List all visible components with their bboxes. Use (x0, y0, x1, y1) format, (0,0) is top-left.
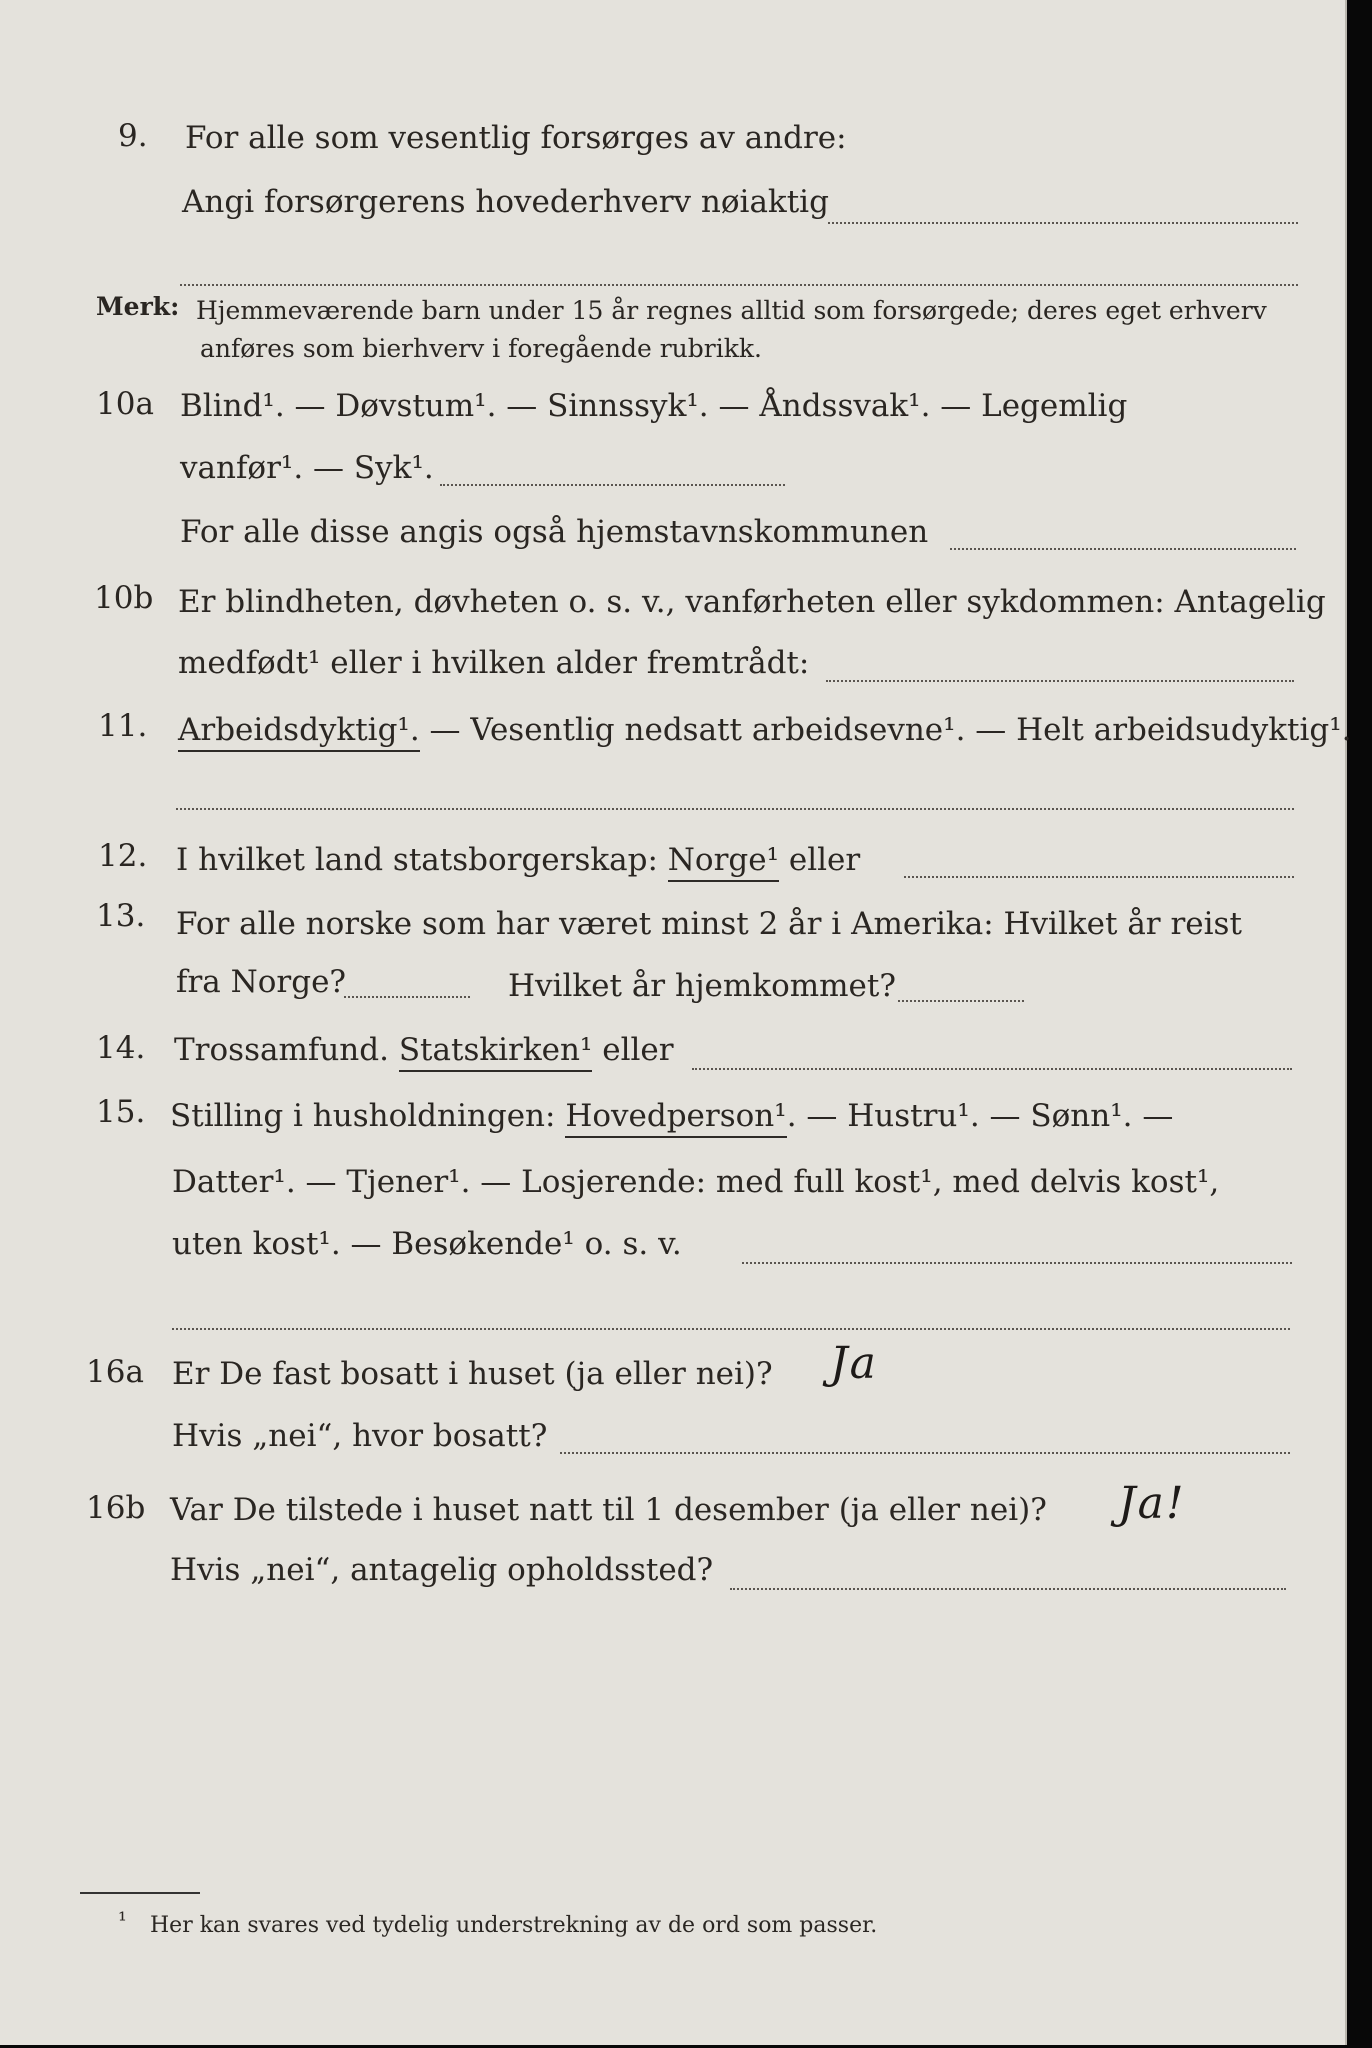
q16a-line1: Er De fast bosatt i huset (ja eller nei)? (172, 1356, 773, 1392)
q13-number: 13. (96, 898, 146, 934)
q12-answer-field[interactable] (904, 876, 1294, 878)
q16b-number: 16b (86, 1490, 146, 1526)
q16b-line2: Hvis „nei“, antagelig opholdssted? (170, 1552, 714, 1588)
q9-answer-field[interactable] (828, 222, 1298, 224)
q11-number: 11. (98, 708, 148, 744)
q16a-number: 16a (86, 1354, 144, 1390)
q11-answer-field[interactable] (176, 808, 1294, 810)
q11-rest: — Vesentlig nedsatt arbeidsevne¹. — Helt arbeidsudyktig¹. (419, 712, 1352, 748)
q9-number: 9. (118, 118, 148, 154)
q14-option-statskirken-underlined[interactable]: Statskirken¹ (399, 1032, 593, 1072)
q15-post: . — Hustru¹. — Sønn¹. — (786, 1098, 1174, 1134)
q13-line2b: Hvilket år hjemkommet? (508, 968, 896, 1004)
q14-post: eller (592, 1032, 674, 1068)
q13-reist-field[interactable] (344, 996, 470, 998)
q13-hjemkommet-field[interactable] (898, 1000, 1024, 1002)
q15-answer-field-2[interactable] (172, 1328, 1290, 1330)
footnote-mark: ¹ (118, 1909, 127, 1934)
q16a-line2: Hvis „nei“, hvor bosatt? (172, 1418, 548, 1454)
q15-line3: uten kost¹. — Besøkende¹ o. s. v. (172, 1226, 682, 1262)
q15-answer-field[interactable] (742, 1262, 1292, 1264)
q11-option-arbeidsdyktig-underlined[interactable]: Arbeidsdyktig¹. (178, 712, 420, 752)
q12-pre: I hvilket land statsborgerskap: (176, 842, 668, 878)
q14-answer-field[interactable] (692, 1068, 1292, 1070)
q15-line2: Datter¹. — Tjener¹. — Losjerende: med full kost¹, med delvis kost¹, (172, 1164, 1220, 1200)
q10b-line1: Er blindheten, døvheten o. s. v., vanførheten eller sykdommen: Antagelig (178, 584, 1326, 620)
q13-line1: For alle norske som har været minst 2 år i Amerika: Hvilket år reist (176, 906, 1242, 942)
q12-post: eller (779, 842, 861, 878)
q10b-number: 10b (94, 580, 154, 616)
merk-line2: anføres som bierhverv i foregående rubrikk. (200, 334, 762, 363)
q15-option-hovedperson-underlined[interactable]: Hovedperson¹ (565, 1098, 786, 1138)
q10a-line2: vanfør¹. — Syk¹. (180, 450, 434, 486)
q11-line (178, 712, 1352, 748)
q15-line1 (170, 1098, 1173, 1134)
q15-number: 15. (96, 1094, 146, 1130)
q12-number: 12. (98, 838, 148, 874)
q10a-hjemstavn-field[interactable] (950, 548, 1296, 550)
footnote-rule (80, 1892, 200, 1894)
q16b-opholdssted-field[interactable] (730, 1588, 1286, 1590)
q10a-line3: For alle disse angis også hjemstavnskommunen (180, 514, 929, 550)
q14-pre: Trossamfund. (174, 1032, 399, 1068)
q10b-line2: medfødt¹ eller i hvilken alder fremtrådt: (178, 645, 810, 681)
q9-line1: For alle som vesentlig forsørges av andre: (185, 120, 847, 156)
merk-line1: Hjemmeværende barn under 15 år regnes alltid som forsørgede; deres eget erhverv (196, 296, 1267, 325)
q12-option-norge-underlined[interactable]: Norge¹ (668, 842, 779, 882)
q14-number: 14. (96, 1030, 146, 1066)
q12-line (176, 842, 860, 878)
q9-line2: Angi forsørgerens hovederhverv nøiaktig (182, 184, 829, 220)
q16a-handwritten-answer[interactable]: Ja (830, 1338, 878, 1389)
q14-line (174, 1032, 674, 1068)
q10a-syk-field[interactable] (440, 484, 785, 486)
footnote-text: Her kan svares ved tydelig understrekning av de ord som passer. (150, 1913, 878, 1938)
q16b-line1: Var De tilstede i huset natt til 1 desember (ja eller nei)? (170, 1492, 1047, 1528)
q10a-number: 10a (96, 386, 154, 422)
q15-pre: Stilling i husholdningen: (170, 1098, 566, 1134)
q10b-answer-field[interactable] (826, 680, 1294, 682)
q10a-line1: Blind¹. — Døvstum¹. — Sinnssyk¹. — Åndssvak¹. — Legemlig (180, 388, 1128, 424)
q13-line2a: fra Norge? (176, 964, 347, 1000)
merk-label: Merk: (96, 292, 180, 321)
q16a-bosatt-field[interactable] (560, 1452, 1290, 1454)
q9-answer-field-2[interactable] (180, 284, 1298, 286)
q16b-handwritten-answer[interactable]: Ja! (1118, 1478, 1186, 1529)
